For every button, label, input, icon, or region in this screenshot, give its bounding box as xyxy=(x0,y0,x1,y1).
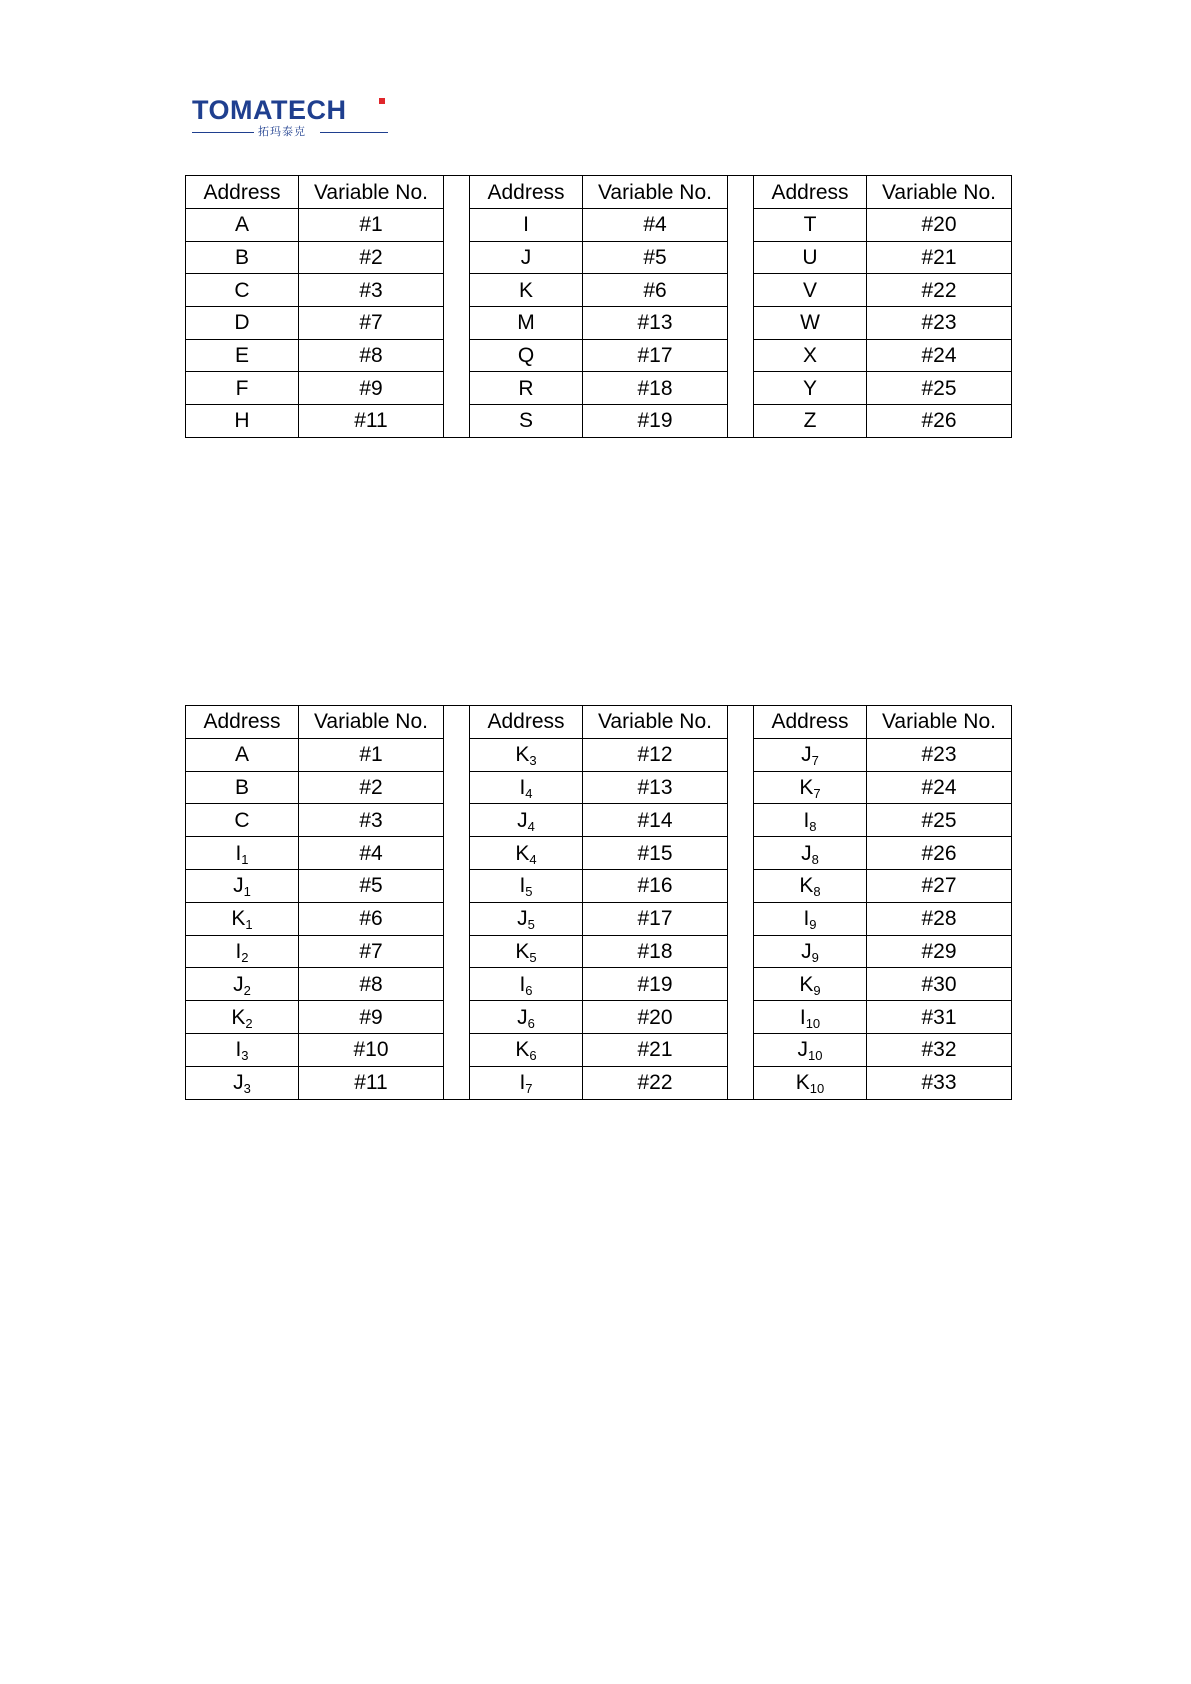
address-cell xyxy=(470,372,583,405)
address-subscript: 4 xyxy=(527,818,535,834)
table-group-2 xyxy=(469,175,728,438)
address-letter: J xyxy=(517,808,528,832)
table-gap xyxy=(728,705,753,1100)
address-cell xyxy=(470,241,583,274)
variable-cell: #25 xyxy=(867,372,1012,405)
address-cell xyxy=(470,307,583,340)
address-letter: E xyxy=(234,344,249,368)
variable-cell: #15 xyxy=(583,837,728,870)
table-row xyxy=(186,771,444,804)
address-letter: J xyxy=(797,1038,809,1062)
table-group-1 xyxy=(185,175,444,438)
address-cell xyxy=(754,1033,867,1066)
header-row xyxy=(470,176,728,209)
address-cell xyxy=(754,405,867,438)
variable-cell: #8 xyxy=(299,968,444,1001)
variable-cell: #24 xyxy=(867,771,1012,804)
address-subscript: 1 xyxy=(243,884,251,900)
address-subscript: 9 xyxy=(811,949,819,965)
table-row xyxy=(470,804,728,837)
address-letter: S xyxy=(518,409,533,433)
address-letter: J xyxy=(801,841,812,865)
variable-cell: #12 xyxy=(583,738,728,771)
variable-cell: #13 xyxy=(583,307,728,340)
variable-cell: #4 xyxy=(299,837,444,870)
address-letter: K xyxy=(799,874,814,898)
variable-cell: #26 xyxy=(867,405,1012,438)
address-cell xyxy=(186,372,299,405)
table-row xyxy=(186,968,444,1001)
address-cell xyxy=(186,804,299,837)
variable-cell: #27 xyxy=(867,869,1012,902)
address-letter: Y xyxy=(802,376,817,400)
address-cell xyxy=(470,1033,583,1066)
variable-cell: #1 xyxy=(299,738,444,771)
address-cell xyxy=(470,771,583,804)
variable-cell: #21 xyxy=(583,1033,728,1066)
address-subscript: 7 xyxy=(813,785,821,801)
address-cell xyxy=(186,209,299,242)
variable-cell: #2 xyxy=(299,241,444,274)
address-letter: Q xyxy=(517,344,535,368)
table-row xyxy=(186,1001,444,1034)
variable-cell: #5 xyxy=(299,869,444,902)
variable-cell: #18 xyxy=(583,372,728,405)
address-subscript: 6 xyxy=(527,1015,535,1031)
address-subscript: 10 xyxy=(808,1048,823,1064)
table-row xyxy=(754,738,1012,771)
table-group-3 xyxy=(753,175,1012,438)
address-subscript: 6 xyxy=(525,982,533,998)
address-letter: W xyxy=(800,311,820,335)
address-subscript: 3 xyxy=(243,1081,251,1097)
address-letter: K xyxy=(515,841,530,865)
address-cell xyxy=(754,968,867,1001)
address-cell xyxy=(754,935,867,968)
table-gap xyxy=(444,175,469,438)
address-subscript: 9 xyxy=(813,982,821,998)
address-cell xyxy=(470,902,583,935)
address-cell xyxy=(754,372,867,405)
table-row xyxy=(186,902,444,935)
variable-cell: #33 xyxy=(867,1066,1012,1099)
address-subscript: 3 xyxy=(241,1048,249,1064)
address-subscript: 2 xyxy=(243,982,251,998)
address-subscript: 10 xyxy=(809,1081,825,1097)
address-letter: K xyxy=(799,972,814,996)
table-row xyxy=(186,738,444,771)
header-row xyxy=(470,706,728,739)
table-row xyxy=(754,241,1012,274)
table-row xyxy=(186,209,444,242)
variable-cell: #8 xyxy=(299,339,444,372)
variable-cell: #5 xyxy=(583,241,728,274)
table-gap xyxy=(444,705,469,1100)
variable-cell: #7 xyxy=(299,307,444,340)
table-row xyxy=(754,1033,1012,1066)
table-row xyxy=(470,771,728,804)
address-letter: C xyxy=(234,278,250,302)
table-row xyxy=(186,241,444,274)
table-row xyxy=(470,209,728,242)
address-letter: I xyxy=(519,972,526,996)
table-row xyxy=(470,241,728,274)
table-row xyxy=(754,771,1012,804)
logo-rule-left xyxy=(192,132,254,133)
address-subscript: 5 xyxy=(525,884,533,900)
address-letter: K xyxy=(515,1038,530,1062)
table-row xyxy=(754,209,1012,242)
table-row xyxy=(470,274,728,307)
address-letter: B xyxy=(234,246,249,270)
table-row xyxy=(754,1001,1012,1034)
variable-cell: #21 xyxy=(867,241,1012,274)
address-cell xyxy=(754,869,867,902)
variable-cell: #29 xyxy=(867,935,1012,968)
variable-cell: #17 xyxy=(583,339,728,372)
address-subscript: 2 xyxy=(241,949,249,965)
address-header: Address xyxy=(470,176,583,209)
address-subscript: 8 xyxy=(813,884,821,900)
variable-header: Variable No. xyxy=(299,706,444,739)
address-letter: K xyxy=(799,775,814,799)
table-row xyxy=(470,405,728,438)
address-header: Address xyxy=(754,176,867,209)
address-letter: R xyxy=(518,376,534,400)
address-cell xyxy=(754,804,867,837)
address-cell xyxy=(470,869,583,902)
address-letter: M xyxy=(517,311,535,335)
address-subscript: 7 xyxy=(525,1081,533,1097)
address-cell xyxy=(470,1066,583,1099)
table-row xyxy=(470,738,728,771)
logo-wordmark: TOMATECH xyxy=(192,95,347,125)
table-row xyxy=(470,1001,728,1034)
table-gap xyxy=(728,175,753,438)
address-cell xyxy=(186,1066,299,1099)
address-letter: I xyxy=(235,841,242,865)
table-row xyxy=(754,869,1012,902)
address-subscript: 8 xyxy=(809,818,817,834)
variable-cell: #3 xyxy=(299,804,444,837)
table-row xyxy=(470,307,728,340)
address-letter: I xyxy=(803,808,810,832)
address-letter: A xyxy=(234,743,249,767)
table-row xyxy=(186,1033,444,1066)
address-letter: A xyxy=(234,213,249,237)
table-row xyxy=(186,274,444,307)
address-letter: K xyxy=(231,907,246,931)
address-letter: K xyxy=(795,1071,810,1095)
address-header: Address xyxy=(470,706,583,739)
address-cell xyxy=(754,1001,867,1034)
address-subscript: 6 xyxy=(529,1048,537,1064)
table-row xyxy=(186,837,444,870)
address-header: Address xyxy=(754,706,867,739)
variable-cell: #28 xyxy=(867,902,1012,935)
table-row xyxy=(470,1033,728,1066)
table-row xyxy=(186,405,444,438)
address-letter: T xyxy=(803,213,817,237)
variable-cell: #19 xyxy=(583,405,728,438)
address-subscript: 3 xyxy=(529,753,537,769)
address-cell xyxy=(186,405,299,438)
variable-cell: #25 xyxy=(867,804,1012,837)
address-letter: H xyxy=(234,409,250,433)
variable-cell: #32 xyxy=(867,1033,1012,1066)
variable-cell: #18 xyxy=(583,935,728,968)
address-cell xyxy=(470,968,583,1001)
address-subscript: 4 xyxy=(525,785,533,801)
address-cell xyxy=(754,738,867,771)
address-subscript: 4 xyxy=(529,851,537,867)
variable-cell: #2 xyxy=(299,771,444,804)
table-row xyxy=(754,405,1012,438)
address-cell xyxy=(186,837,299,870)
address-letter: B xyxy=(234,775,249,799)
address-letter: J xyxy=(517,1005,528,1029)
address-cell xyxy=(470,935,583,968)
logo-subtitle: 拓玛泰克 xyxy=(258,125,306,138)
address-letter: K xyxy=(518,278,533,302)
address-cell xyxy=(754,209,867,242)
table-row xyxy=(754,274,1012,307)
address-cell xyxy=(186,307,299,340)
table-row xyxy=(470,968,728,1001)
variable-cell: #11 xyxy=(299,405,444,438)
table-row xyxy=(470,869,728,902)
address-cell xyxy=(754,241,867,274)
address-cell xyxy=(754,837,867,870)
address-subscript: 10 xyxy=(805,1015,821,1031)
address-cell xyxy=(186,1033,299,1066)
table-row xyxy=(470,1066,728,1099)
address-letter: C xyxy=(234,808,250,832)
variable-cell: #31 xyxy=(867,1001,1012,1034)
address-header: Address xyxy=(186,176,299,209)
address-letter: F xyxy=(235,376,249,400)
address-letter: I xyxy=(803,907,810,931)
variable-cell: #1 xyxy=(299,209,444,242)
address-cell xyxy=(754,1066,867,1099)
table-row xyxy=(754,339,1012,372)
variable-cell: #6 xyxy=(299,902,444,935)
table-row xyxy=(186,372,444,405)
address-letter: K xyxy=(231,1005,246,1029)
table-row xyxy=(186,339,444,372)
address-cell xyxy=(186,241,299,274)
variable-header: Variable No. xyxy=(867,706,1012,739)
variable-cell: #9 xyxy=(299,372,444,405)
address-cell xyxy=(470,804,583,837)
table-row xyxy=(754,372,1012,405)
address-letter: I xyxy=(235,939,242,963)
address-subscript: 9 xyxy=(809,917,817,933)
address-letter: J xyxy=(517,907,528,931)
table-row xyxy=(470,339,728,372)
variable-cell: #23 xyxy=(867,738,1012,771)
address-cell xyxy=(186,738,299,771)
variable-cell: #22 xyxy=(867,274,1012,307)
address-letter: J xyxy=(233,972,244,996)
address-letter: U xyxy=(802,246,818,270)
variable-cell: #10 xyxy=(299,1033,444,1066)
address-letter: I xyxy=(523,213,529,237)
logo-rule-right xyxy=(320,132,388,133)
variable-header: Variable No. xyxy=(867,176,1012,209)
table-row xyxy=(754,935,1012,968)
table-row xyxy=(470,372,728,405)
variable-cell: #3 xyxy=(299,274,444,307)
address-cell xyxy=(754,339,867,372)
variable-cell: #16 xyxy=(583,869,728,902)
address-letter: V xyxy=(802,278,817,302)
address-cell xyxy=(186,935,299,968)
address-cell xyxy=(470,738,583,771)
address-cell xyxy=(470,837,583,870)
variable-cell: #23 xyxy=(867,307,1012,340)
address-letter: I xyxy=(519,874,526,898)
table-row xyxy=(470,902,728,935)
logo-red-accent xyxy=(379,98,385,104)
address-cell xyxy=(186,1001,299,1034)
address-letter: J xyxy=(520,246,532,270)
address-header: Address xyxy=(186,706,299,739)
variable-cell: #24 xyxy=(867,339,1012,372)
table-row xyxy=(470,935,728,968)
address-cell xyxy=(470,1001,583,1034)
address-variable-table-1 xyxy=(185,175,1012,438)
table-row xyxy=(754,307,1012,340)
address-letter: D xyxy=(234,311,250,335)
address-letter: J xyxy=(801,743,812,767)
table-row xyxy=(754,1066,1012,1099)
variable-cell: #30 xyxy=(867,968,1012,1001)
address-cell xyxy=(754,902,867,935)
variable-cell: #11 xyxy=(299,1066,444,1099)
address-cell xyxy=(754,307,867,340)
address-cell xyxy=(186,902,299,935)
address-subscript: 5 xyxy=(529,949,537,965)
address-cell xyxy=(186,869,299,902)
address-letter: Z xyxy=(803,409,817,433)
table-row xyxy=(186,935,444,968)
table-group-2 xyxy=(469,705,728,1100)
address-cell xyxy=(754,274,867,307)
address-cell xyxy=(186,968,299,1001)
address-cell xyxy=(470,209,583,242)
header-row xyxy=(754,176,1012,209)
header-row xyxy=(186,176,444,209)
address-letter: K xyxy=(515,743,530,767)
variable-header: Variable No. xyxy=(583,706,728,739)
address-cell xyxy=(186,771,299,804)
address-subscript: 7 xyxy=(811,753,819,769)
variable-cell: #14 xyxy=(583,804,728,837)
table-row xyxy=(754,804,1012,837)
address-cell xyxy=(470,274,583,307)
variable-cell: #19 xyxy=(583,968,728,1001)
address-letter: I xyxy=(519,775,526,799)
address-variable-table-2 xyxy=(185,705,1012,1100)
header-row xyxy=(754,706,1012,739)
address-subscript: 1 xyxy=(241,851,249,867)
company-logo xyxy=(192,96,388,140)
variable-cell: #4 xyxy=(583,209,728,242)
address-cell xyxy=(470,405,583,438)
address-cell xyxy=(470,339,583,372)
table-row xyxy=(754,837,1012,870)
variable-cell: #7 xyxy=(299,935,444,968)
address-letter: K xyxy=(515,939,530,963)
address-letter: I xyxy=(519,1071,526,1095)
address-subscript: 2 xyxy=(245,1015,253,1031)
address-letter: J xyxy=(233,874,244,898)
address-subscript: 8 xyxy=(811,851,819,867)
address-cell xyxy=(186,274,299,307)
address-subscript: 5 xyxy=(527,917,535,933)
address-cell xyxy=(186,339,299,372)
address-letter: X xyxy=(802,344,817,368)
address-letter: I xyxy=(799,1005,806,1029)
table-row xyxy=(186,869,444,902)
variable-cell: #22 xyxy=(583,1066,728,1099)
variable-cell: #20 xyxy=(583,1001,728,1034)
table-row xyxy=(186,1066,444,1099)
variable-cell: #6 xyxy=(583,274,728,307)
table-row xyxy=(754,968,1012,1001)
address-letter: J xyxy=(801,939,812,963)
table-row xyxy=(186,307,444,340)
variable-cell: #26 xyxy=(867,837,1012,870)
address-cell xyxy=(754,771,867,804)
variable-cell: #13 xyxy=(583,771,728,804)
address-subscript: 1 xyxy=(245,917,253,933)
variable-cell: #17 xyxy=(583,902,728,935)
address-letter: I xyxy=(235,1038,242,1062)
table-row xyxy=(470,837,728,870)
header-row xyxy=(186,706,444,739)
table-group-1 xyxy=(185,705,444,1100)
table-group-3 xyxy=(753,705,1012,1100)
table-row xyxy=(186,804,444,837)
variable-header: Variable No. xyxy=(299,176,444,209)
variable-header: Variable No. xyxy=(583,176,728,209)
variable-cell: #20 xyxy=(867,209,1012,242)
table-row xyxy=(754,902,1012,935)
variable-cell: #9 xyxy=(299,1001,444,1034)
address-letter: J xyxy=(233,1071,244,1095)
